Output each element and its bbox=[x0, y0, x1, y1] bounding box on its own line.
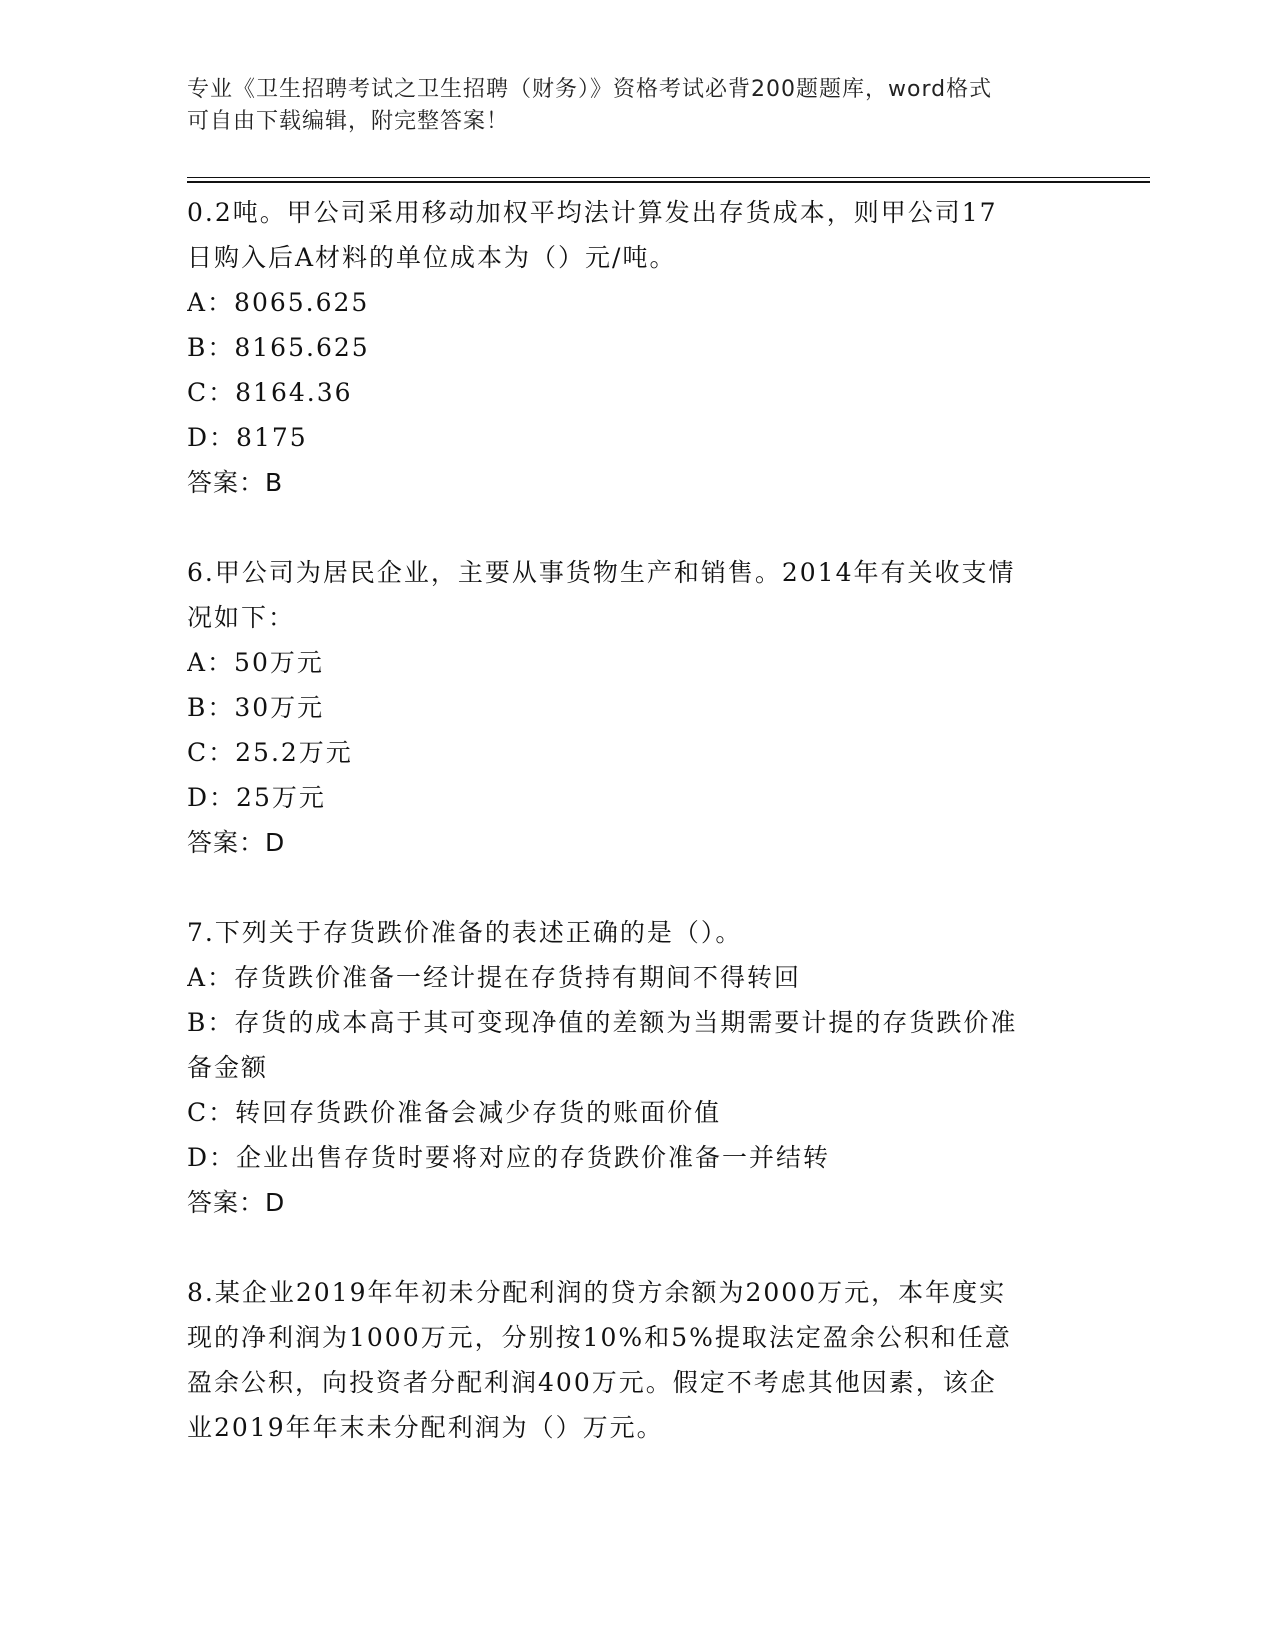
option-c: C：8164.36 bbox=[187, 378, 353, 407]
question-stem-line: 8.某企业2019年年初未分配利润的贷方余额为2000万元，本年度实 bbox=[187, 1278, 1007, 1307]
header-divider-thin bbox=[187, 177, 1150, 178]
option-d: D：8175 bbox=[187, 423, 308, 452]
option-c: C：25.2万元 bbox=[187, 738, 353, 767]
question-stem-line: 业2019年年末未分配利润为（）万元。 bbox=[187, 1413, 664, 1442]
option-a: A：8065.625 bbox=[187, 288, 370, 317]
question-block bbox=[187, 190, 1077, 505]
answer-line: 答案：D bbox=[187, 1188, 286, 1217]
question-stem-line: 7.下列关于存货跌价准备的表述正确的是（）。 bbox=[187, 918, 743, 947]
question-stem-line: 现的净利润为1000万元，分别按10%和5%提取法定盈余公积和任意 bbox=[187, 1323, 1012, 1352]
document-header bbox=[187, 74, 1067, 138]
header-line-1: 专业《卫生招聘考试之卫生招聘（财务）》资格考试必背200题题库，word格式 bbox=[187, 77, 993, 102]
question-stem-line: 日购入后A材料的单位成本为（）元/吨。 bbox=[187, 243, 677, 272]
answer-line: 答案：D bbox=[187, 828, 286, 857]
option-a: A：50万元 bbox=[187, 648, 324, 677]
question-stem-line: 6.甲公司为居民企业，主要从事货物生产和销售。2014年有关收支情 bbox=[187, 558, 1016, 587]
option-d: D：25万元 bbox=[187, 783, 326, 812]
question-list bbox=[187, 190, 1077, 1450]
spacer bbox=[187, 505, 1077, 550]
question-block bbox=[187, 910, 1077, 1225]
header-divider-thick bbox=[187, 181, 1150, 183]
option-c: C：转回存货跌价准备会减少存货的账面价值 bbox=[187, 1098, 722, 1127]
question-stem-line: 盈余公积，向投资者分配利润400万元。假定不考虑其他因素，该企 bbox=[187, 1368, 997, 1397]
option-d: D：企业出售存货时要将对应的存货跌价准备一并结转 bbox=[187, 1143, 831, 1172]
spacer bbox=[187, 1225, 1077, 1270]
answer-line: 答案：B bbox=[187, 468, 284, 497]
option-b: B：8165.625 bbox=[187, 333, 370, 362]
option-b: B：30万元 bbox=[187, 693, 325, 722]
spacer bbox=[187, 865, 1077, 910]
option-b: B：存货的成本高于其可变现净值的差额为当期需要计提的存货跌价准 bbox=[187, 1008, 1018, 1037]
option-b-continued: 备金额 bbox=[187, 1053, 269, 1082]
question-stem-line: 0.2吨。甲公司采用移动加权平均法计算发出存货成本，则甲公司17 bbox=[187, 198, 998, 227]
option-a: A：存货跌价准备一经计提在存货持有期间不得转回 bbox=[187, 963, 802, 992]
question-block bbox=[187, 1270, 1077, 1450]
question-block bbox=[187, 550, 1077, 865]
question-stem-line: 况如下： bbox=[187, 603, 296, 632]
header-line-2: 可自由下载编辑，附完整答案！ bbox=[187, 109, 510, 134]
